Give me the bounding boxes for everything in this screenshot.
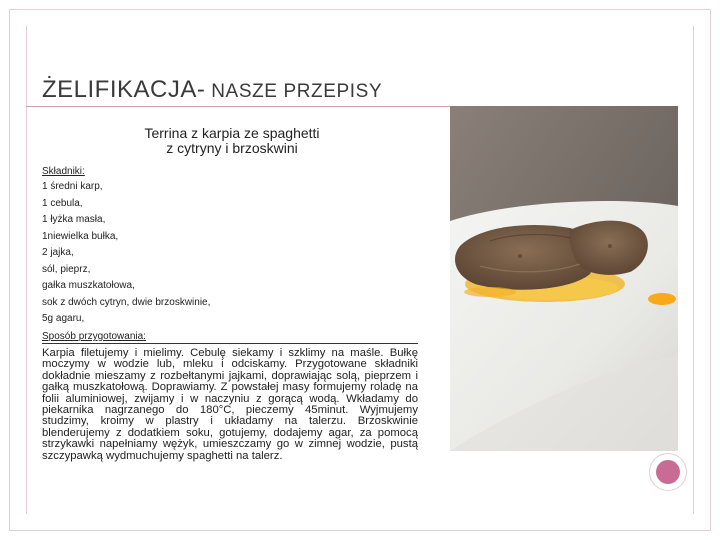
peach-garnish	[648, 293, 676, 305]
recipe-title	[108, 126, 356, 156]
ingredient-item: 1 cebula,	[42, 197, 83, 209]
terrine-slice-right	[569, 221, 647, 275]
section-divider	[42, 343, 418, 344]
ingredient-item: gałka muszkatołowa,	[42, 280, 135, 291]
title-underline	[26, 106, 453, 107]
ingredient-item: 2 jajka,	[42, 247, 74, 258]
recipe-title-line-2: z cytryny i brzoskwini	[166, 140, 298, 156]
slide-title-sub: NASZE PRZEPISY	[205, 81, 383, 102]
slide-title	[42, 76, 382, 104]
frame-right-rule	[693, 26, 694, 514]
slide-page-indicator	[649, 453, 687, 491]
preparation-text: Karpia filetujemy i mielimy. Cebulę siekamy i szklimy na maśle. Bułkę moczymy w wodzie lub, mleku i odciskamy. Przygotowane składniki dokładnie mieszamy z rozbełtanymi jajkami, doprawiając solą, pieprzem i gałką muszkatołową. Doprawiamy. Z powstałej masy formujemy roladę na folii aluminiowej, zwijamy i w naczyniu z gorącą wodą. Wkładamy do piekarnika nagrzanego do 180°C, pieczemy 45minut. Wyjmujemy studzimy, kroimy w plastry i układamy na talerzu. Brzoskwinie blenderujemy z dodatkiem soku, gotujemy, dodajemy agar, za pomocą strzykawki napełniamy wężyk, umieszczamy go w zimnej wodzie, pustą szczypawką wydmuchujemy spaghetti na talerz.	[42, 347, 418, 462]
food-photo	[450, 106, 678, 451]
frame-left-rule	[26, 26, 27, 514]
ingredient-item: 1 średni karp,	[42, 181, 103, 192]
page-indicator-dot-icon	[656, 460, 680, 484]
terrine-texture	[518, 254, 522, 258]
preparation-label: Sposób przygotowania:	[42, 331, 146, 342]
food-photo-illustration	[450, 106, 678, 451]
recipe-title-line-1: Terrina z karpia ze spaghetti	[144, 125, 320, 141]
peach-garnish	[464, 287, 516, 297]
terrine-texture	[608, 244, 612, 248]
ingredient-item: 1niewielka bułka,	[42, 230, 119, 242]
ingredient-item: 5g agaru,	[42, 313, 85, 324]
ingredient-item: sok z dwóch cytryn, dwie brzoskwinie,	[42, 296, 211, 308]
ingredients-label: Składniki:	[42, 166, 85, 177]
ingredient-item: 1 łyżka masła,	[42, 214, 106, 225]
ingredients-section	[42, 165, 342, 328]
slide-title-main: ŻELIFIKACJA-	[42, 76, 206, 103]
ingredient-item: sól, pieprz,	[42, 263, 91, 275]
ingredients-list	[42, 179, 342, 328]
